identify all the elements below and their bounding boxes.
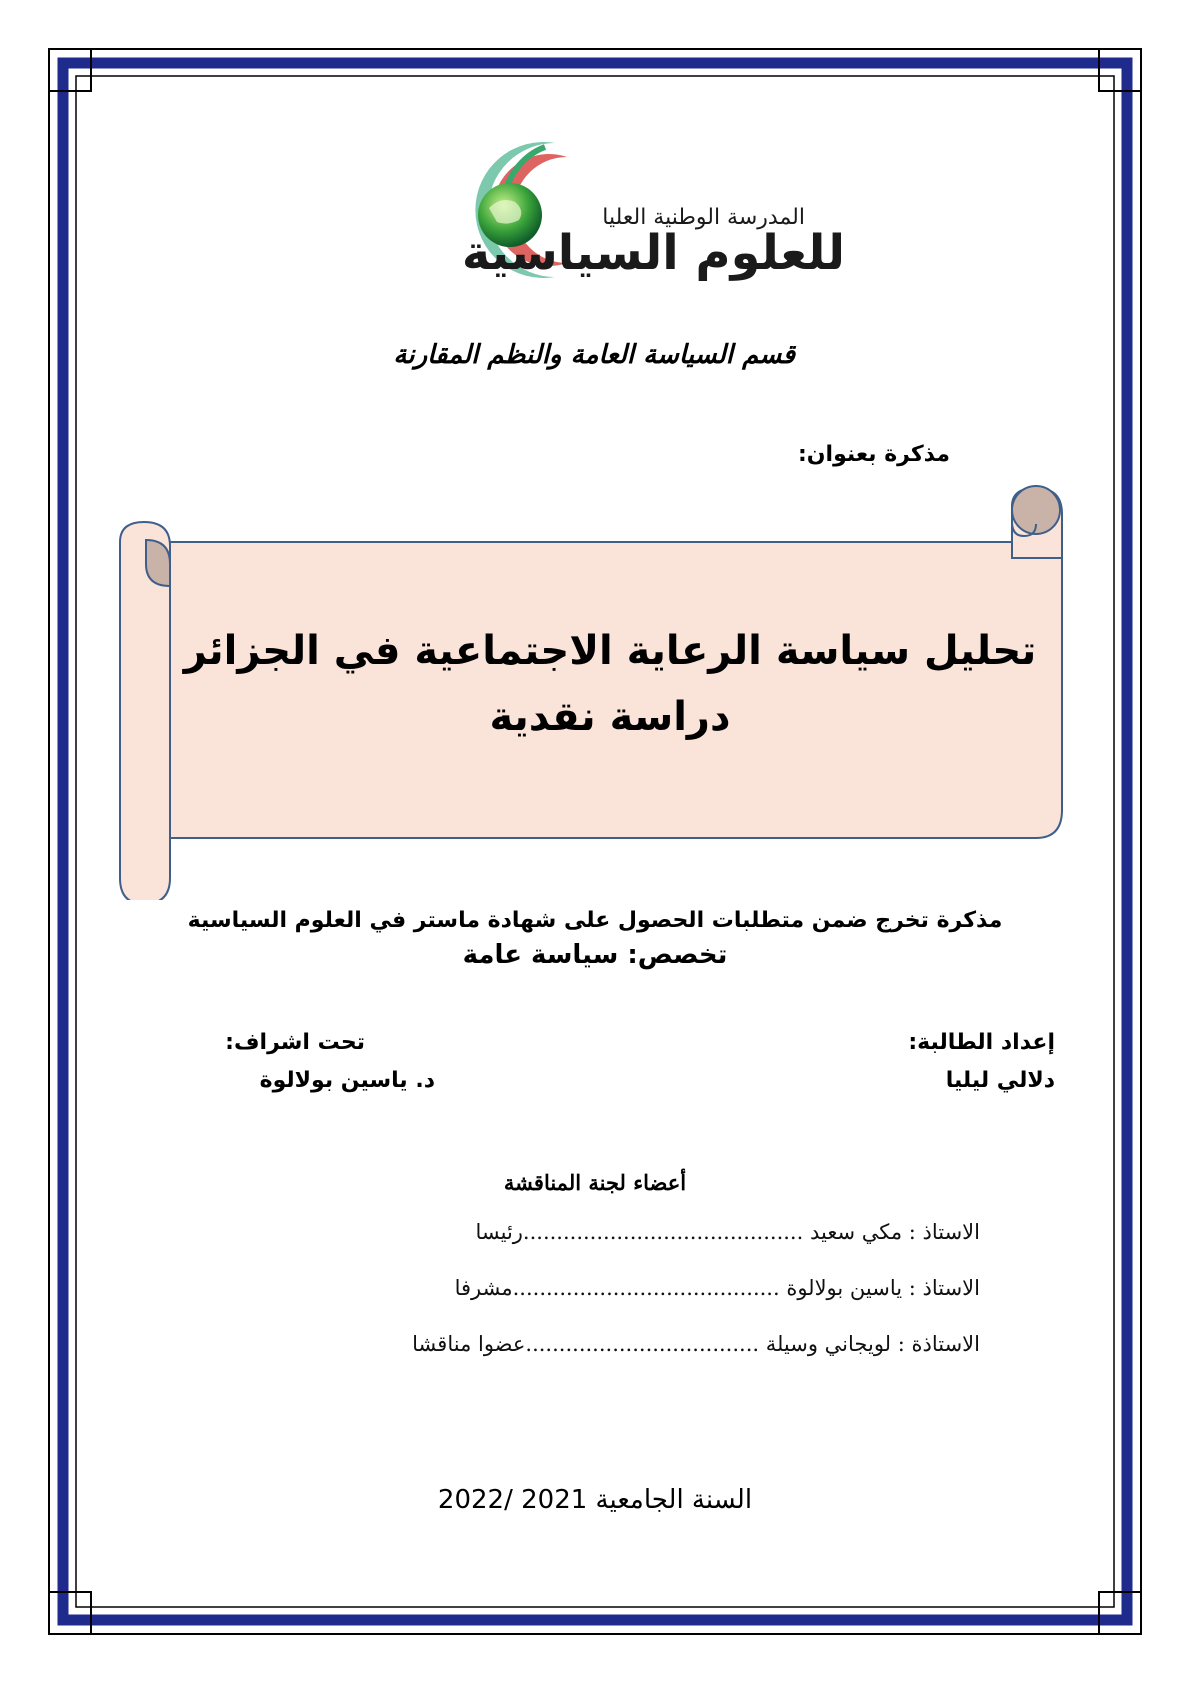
committee-member: الاستاذ : مكي سعيد ..........................................رئيسا <box>475 1220 980 1244</box>
committee-heading: أعضاء لجنة المناقشة <box>503 1170 687 1195</box>
department-name: قسم السياسة العامة والنظم المقارنة <box>393 340 795 370</box>
committee-member: الاستاذ : ياسين بولالوة ........................................مشرفا <box>454 1276 980 1300</box>
supervisor-label: تحت اشراف: <box>225 1030 365 1055</box>
academic-year: السنة الجامعية 2021 /2022 <box>437 1485 753 1515</box>
memo-title-label: مذكرة بعنوان: <box>797 442 950 467</box>
degree-requirement: مذكرة تخرج ضمن متطلبات الحصول على شهادة ماستر في العلوم السياسية <box>187 908 1003 933</box>
specialty: تخصص: سياسة عامة <box>462 940 728 970</box>
supervisor-name: د. ياسين بولالوة <box>259 1068 435 1093</box>
student-name: دلالي ليليا <box>945 1068 1055 1093</box>
logo-line1: المدرسة الوطنية العليا <box>602 205 805 230</box>
memo-title-line1: تحليل سياسة الرعاية الاجتماعية في الجزائر <box>183 628 1037 674</box>
memo-title <box>160 618 1060 750</box>
committee-member: الاستاذة : لويجاني وسيلة ...................................عضوا مناقشا <box>412 1332 980 1356</box>
school-logo <box>395 135 855 285</box>
student-label: إعداد الطالبة: <box>908 1030 1055 1055</box>
memo-title-line2: دراسة نقدية <box>489 694 731 740</box>
logo-line2: للعلوم السياسية <box>461 225 845 281</box>
